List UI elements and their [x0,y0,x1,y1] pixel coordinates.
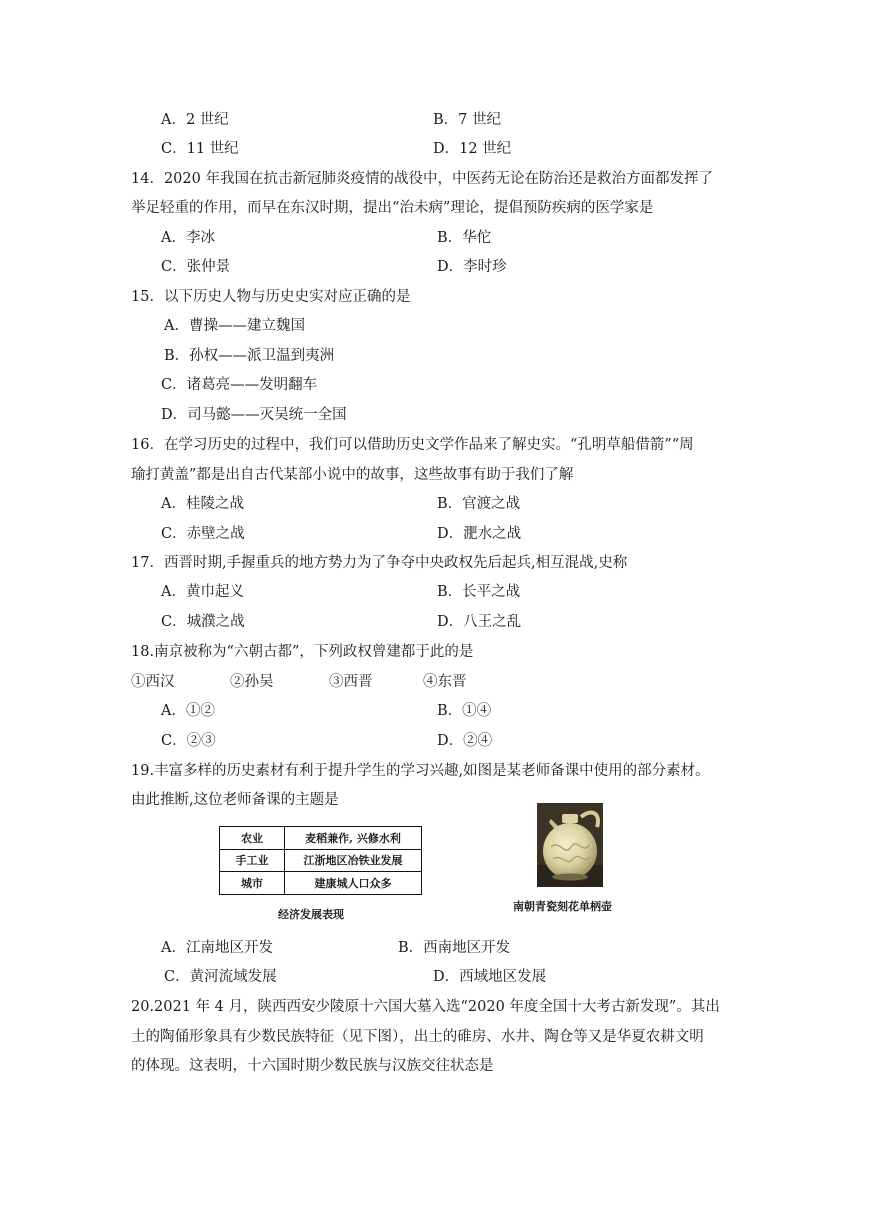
q17-option-a: A．黄巾起义 [161,584,244,600]
q14-option-a: A．李冰 [161,230,215,246]
q19-option-d: D．西域地区发展 [433,969,547,985]
q17-stem: 17．西晋时期,手握重兵的地方势力为了争夺中央政权先后起兵,相互混战,史称 [131,555,628,571]
table-caption: 经济发展表现 [278,908,344,921]
q14-stem-line1: 14．2020 年我国在抗击新冠肺炎疫情的战役中，中医药无论在防治还是救治方面都发挥了 [131,171,713,187]
table-cell: 麦稻兼作, 兴修水利 [285,827,422,850]
q16-option-d: D．淝水之战 [437,526,522,542]
table-row [220,872,422,895]
table-cell: 手工业 [220,849,285,872]
q14-option-d: D．李时珍 [437,259,507,275]
q19-option-a: A．江南地区开发 [161,940,273,956]
table-cell: 农业 [220,827,285,850]
q13-option-b: B．7 世纪 [433,112,501,128]
q13-option-d: D．12 世纪 [433,141,512,157]
q17-option-b: B．长平之战 [437,584,521,600]
q18-item-1: ①西汉 [131,674,175,690]
q17-option-c: C．城濮之战 [161,614,245,630]
q19-stem-line1: 19.丰富多样的历史素材有利于提升学生的学习兴趣,如图是某老师备课中使用的部分素材。 [131,763,710,779]
q18-option-d: D．②④ [437,733,493,749]
q19-option-b: B．西南地区开发 [398,940,511,956]
q15-option-c: C．诸葛亮——发明翻车 [161,377,318,393]
q16-option-a: A．桂陵之战 [161,496,244,512]
table-cell: 建康城人口众多 [285,872,422,895]
q19-stem-line2: 由此推断,这位老师备课的主题是 [131,792,339,808]
q18-option-b: B．①④ [437,703,492,719]
q16-option-c: C．赤壁之战 [161,526,245,542]
q20-line2: 土的陶俑形象具有少数民族特征（见下图），出土的碓房、水井、陶仓等又是华夏农耕文明 [131,1029,704,1045]
porcelain-pot-image [537,803,603,887]
q14-option-b: B．华佗 [437,230,492,246]
table-cell: 江浙地区冶铁业发展 [285,849,422,872]
q14-stem-line2: 举足轻重的作用，而早在东汉时期，提出“治未病”理论，提倡预防疾病的医学家是 [131,200,654,216]
q19-option-c: C．黄河流域发展 [164,969,277,985]
q18-option-c: C．②③ [161,733,216,749]
q16-option-b: B．官渡之战 [437,496,521,512]
table-row [220,827,422,850]
q18-item-4: ④东晋 [423,674,467,690]
q20-line3: 的体现。这表明，十六国时期少数民族与汉族交往状态是 [131,1058,494,1074]
q20-line1: 20.2021 年 4 月，陕西西安少陵原十六国大墓入选“2020 年度全国十大考古新发现”。其出 [131,999,720,1015]
q18-item-3: ③西晋 [329,674,373,690]
q15-option-d: D．司马懿——灭吴统一全国 [161,407,347,423]
q18-item-2: ②孙吴 [230,674,274,690]
table-cell: 城市 [220,872,285,895]
q18-stem: 18.南京被称为“六朝古都”，下列政权曾建都于此的是 [131,644,474,660]
q14-option-c: C．张仲景 [161,259,231,275]
q16-stem-line2: 瑜打黄盖”都是出自古代某部小说中的故事，这些故事有助于我们了解 [131,467,574,483]
q15-option-b: B．孙权——派卫温到夷洲 [164,348,335,364]
table-row [220,849,422,872]
q15-stem: 15．以下历史人物与历史史实对应正确的是 [131,289,411,305]
q17-option-d: D．八王之乱 [437,614,522,630]
economy-table [219,826,422,895]
q15-option-a: A．曹操——建立魏国 [164,318,305,334]
q13-option-c: C．11 世纪 [161,141,239,157]
photo-caption: 南朝青瓷刻花单柄壶 [513,900,612,913]
q18-option-a: A．①② [161,703,215,719]
q16-stem-line1: 16．在学习历史的过程中，我们可以借助历史文学作品来了解史实。“孔明草船借箭”“周 [131,437,694,453]
q13-option-a: A．2 世纪 [161,112,229,128]
